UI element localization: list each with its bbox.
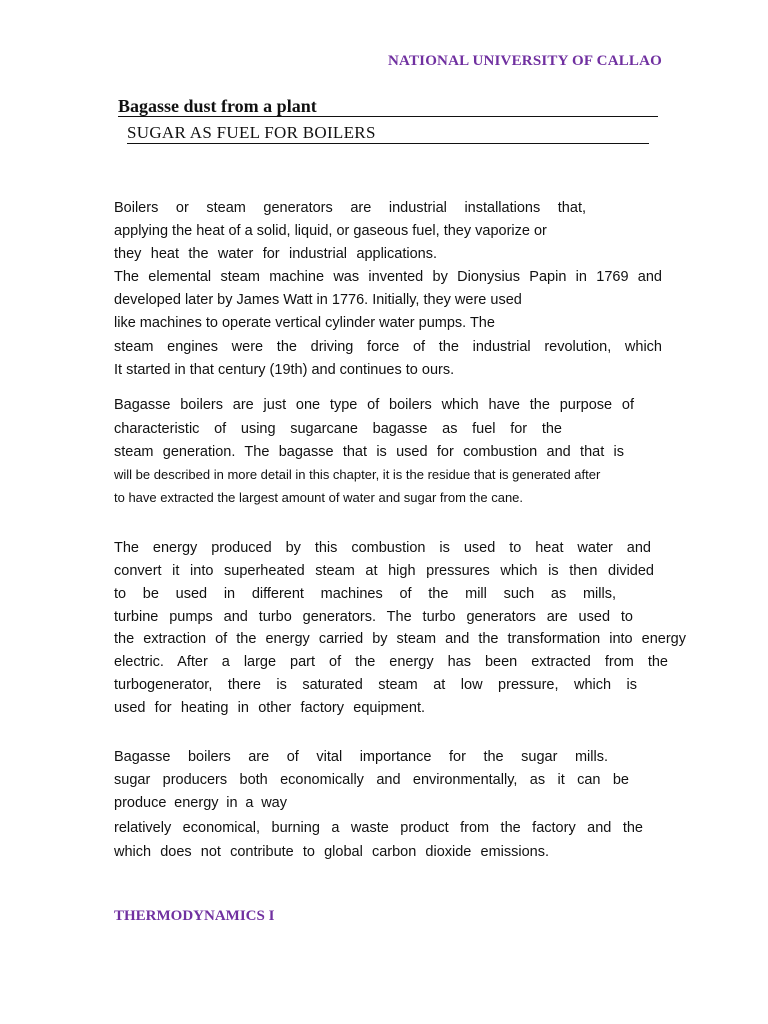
text-line: It started in that century (19th) and continues to ours.	[114, 362, 455, 378]
text-line: convert it into superheated steam at high pressures which is then divided	[114, 563, 654, 579]
text-line: Boilers or steam generators are industrial installations that,	[114, 200, 586, 216]
text-line: used for heating in other factory equipment.	[114, 700, 425, 716]
text-line: to be used in different machines of the mill such as mills,	[114, 586, 616, 602]
text-line: The elemental steam machine was invented by Dionysius Papin in 1769 and	[114, 269, 662, 285]
text-line: Bagasse boilers are just one type of boilers which have the purpose of	[114, 397, 634, 413]
text-line: steam generation. The bagasse that is used for combustion and that is	[114, 444, 624, 460]
text-line: Bagasse boilers are of vital importance for the sugar mills.	[114, 749, 608, 765]
text-line: produce energy in a way	[114, 795, 287, 811]
document-subtitle: SUGAR AS FUEL FOR BOILERS	[127, 123, 649, 144]
text-line: relatively economical, burning a waste product from the factory and the	[114, 820, 643, 836]
institution-header: NATIONAL UNIVERSITY OF CALLAO	[388, 53, 663, 69]
text-line: the extraction of the energy carried by steam and the transformation into energy	[114, 631, 686, 647]
text-line: turbogenerator, there is saturated steam at low pressure, which is	[114, 677, 637, 693]
text-line: turbine pumps and turbo generators. The turbo generators are used to	[114, 609, 633, 625]
document-title: Bagasse dust from a plant	[118, 96, 658, 117]
text-line: will be described in more detail in this chapter, it is the residue that is generated after	[114, 467, 601, 482]
text-line: The energy produced by this combustion is used to heat water and	[114, 540, 651, 556]
text-line: to have extracted the largest amount of water and sugar from the cane.	[114, 490, 524, 505]
text-line: applying the heat of a solid, liquid, or gaseous fuel, they vaporize or	[114, 223, 547, 239]
text-line: steam engines were the driving force of the industrial revolution, which	[114, 339, 662, 355]
course-footer: THERMODYNAMICS I	[114, 908, 275, 924]
text-line: they heat the water for industrial applications.	[114, 246, 437, 262]
text-line: sugar producers both economically and environmentally, as it can be	[114, 772, 629, 788]
text-line: developed later by James Watt in 1776. Initially, they were used	[114, 292, 522, 308]
text-line: characteristic of using sugarcane bagasse as fuel for the	[114, 421, 562, 437]
text-line: like machines to operate vertical cylinder water pumps. The	[114, 315, 495, 331]
text-line: electric. After a large part of the energy has been extracted from the	[114, 654, 668, 670]
text-line: which does not contribute to global carbon dioxide emissions.	[114, 844, 549, 860]
